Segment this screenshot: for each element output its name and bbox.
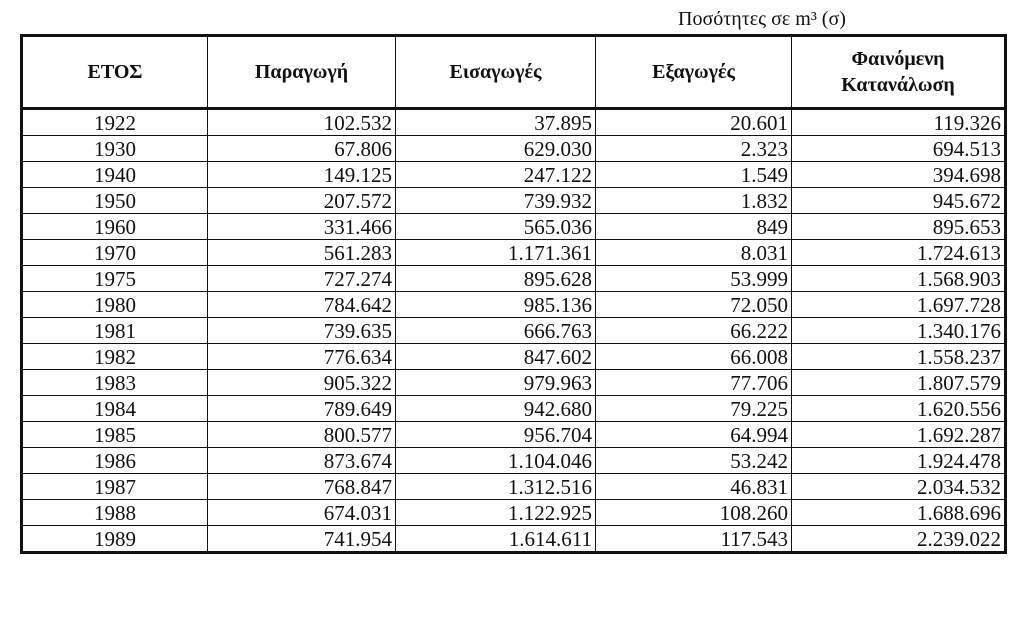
cell-imports: 979.963: [396, 370, 596, 396]
cell-imports: 895.628: [396, 266, 596, 292]
cell-exports: 66.222: [596, 318, 792, 344]
cell-year: 1922: [22, 109, 208, 136]
header-row: [22, 36, 1006, 109]
cell-imports: 847.602: [396, 344, 596, 370]
cell-exports: 79.225: [596, 396, 792, 422]
cell-apparent-consumption: 1.807.579: [792, 370, 1006, 396]
cell-imports: 942.680: [396, 396, 596, 422]
cell-year: 1986: [22, 448, 208, 474]
cell-imports: 985.136: [396, 292, 596, 318]
header-year: ΕΤΟΣ: [22, 36, 208, 109]
cell-year: 1950: [22, 188, 208, 214]
cell-production: 741.954: [208, 526, 396, 553]
table-row: [22, 526, 1006, 553]
table-row: [22, 266, 1006, 292]
cell-year: 1987: [22, 474, 208, 500]
cell-imports: 629.030: [396, 136, 596, 162]
table-row: [22, 344, 1006, 370]
cell-apparent-consumption: 1.568.903: [792, 266, 1006, 292]
cell-apparent-consumption: 945.672: [792, 188, 1006, 214]
cell-apparent-consumption: 895.653: [792, 214, 1006, 240]
cell-production: 207.572: [208, 188, 396, 214]
cell-exports: 2.323: [596, 136, 792, 162]
table-row: [22, 292, 1006, 318]
cell-apparent-consumption: 1.692.287: [792, 422, 1006, 448]
cell-exports: 20.601: [596, 109, 792, 136]
cell-production: 561.283: [208, 240, 396, 266]
cell-year: 1983: [22, 370, 208, 396]
cell-imports: 247.122: [396, 162, 596, 188]
table-row: [22, 422, 1006, 448]
table-row: [22, 500, 1006, 526]
table-row: [22, 109, 1006, 136]
cell-imports: 956.704: [396, 422, 596, 448]
cell-year: 1982: [22, 344, 208, 370]
cell-year: 1984: [22, 396, 208, 422]
cell-imports: 37.895: [396, 109, 596, 136]
cell-apparent-consumption: 2.034.532: [792, 474, 1006, 500]
cell-production: 784.642: [208, 292, 396, 318]
cell-apparent-consumption: 694.513: [792, 136, 1006, 162]
statistics-table: [20, 34, 1007, 554]
table-row: [22, 318, 1006, 344]
cell-production: 674.031: [208, 500, 396, 526]
header-apparent-consumption: Φαινόμενη Κατανάλωση: [792, 36, 1006, 109]
cell-exports: 66.008: [596, 344, 792, 370]
cell-year: 1940: [22, 162, 208, 188]
cell-apparent-consumption: 119.326: [792, 109, 1006, 136]
header-production: Παραγωγή: [208, 36, 396, 109]
cell-apparent-consumption: 1.688.696: [792, 500, 1006, 526]
cell-year: 1975: [22, 266, 208, 292]
cell-apparent-consumption: 2.239.022: [792, 526, 1006, 553]
cell-apparent-consumption: 394.698: [792, 162, 1006, 188]
cell-year: 1981: [22, 318, 208, 344]
cell-exports: 108.260: [596, 500, 792, 526]
cell-year: 1960: [22, 214, 208, 240]
cell-exports: 72.050: [596, 292, 792, 318]
cell-exports: 1.549: [596, 162, 792, 188]
cell-production: 149.125: [208, 162, 396, 188]
cell-imports: 666.763: [396, 318, 596, 344]
cell-production: 789.649: [208, 396, 396, 422]
cell-production: 102.532: [208, 109, 396, 136]
cell-imports: 1.614.611: [396, 526, 596, 553]
cell-apparent-consumption: 1.924.478: [792, 448, 1006, 474]
units-caption: Ποσότητες σε m³ (σ): [678, 8, 846, 30]
cell-production: 768.847: [208, 474, 396, 500]
header-imports: Εισαγωγές: [396, 36, 596, 109]
cell-production: 873.674: [208, 448, 396, 474]
cell-exports: 117.543: [596, 526, 792, 553]
cell-imports: 1.104.046: [396, 448, 596, 474]
cell-exports: 53.242: [596, 448, 792, 474]
cell-exports: 1.832: [596, 188, 792, 214]
table-row: [22, 396, 1006, 422]
cell-imports: 1.171.361: [396, 240, 596, 266]
cell-exports: 53.999: [596, 266, 792, 292]
cell-exports: 46.831: [596, 474, 792, 500]
table-row: [22, 448, 1006, 474]
cell-apparent-consumption: 1.620.556: [792, 396, 1006, 422]
cell-year: 1989: [22, 526, 208, 553]
cell-apparent-consumption: 1.558.237: [792, 344, 1006, 370]
cell-year: 1970: [22, 240, 208, 266]
table-row: [22, 240, 1006, 266]
cell-production: 905.322: [208, 370, 396, 396]
cell-imports: 1.122.925: [396, 500, 596, 526]
table-row: [22, 474, 1006, 500]
cell-exports: 849: [596, 214, 792, 240]
table-row: [22, 136, 1006, 162]
cell-exports: 64.994: [596, 422, 792, 448]
cell-apparent-consumption: 1.724.613: [792, 240, 1006, 266]
cell-exports: 8.031: [596, 240, 792, 266]
table-body: [22, 109, 1006, 553]
cell-year: 1988: [22, 500, 208, 526]
table-row: [22, 162, 1006, 188]
cell-production: 331.466: [208, 214, 396, 240]
table-row: [22, 188, 1006, 214]
cell-apparent-consumption: 1.697.728: [792, 292, 1006, 318]
cell-imports: 739.932: [396, 188, 596, 214]
cell-production: 776.634: [208, 344, 396, 370]
header-exports: Εξαγωγές: [596, 36, 792, 109]
cell-year: 1930: [22, 136, 208, 162]
cell-production: 800.577: [208, 422, 396, 448]
cell-production: 67.806: [208, 136, 396, 162]
cell-apparent-consumption: 1.340.176: [792, 318, 1006, 344]
cell-year: 1985: [22, 422, 208, 448]
table-row: [22, 214, 1006, 240]
table-row: [22, 370, 1006, 396]
cell-production: 739.635: [208, 318, 396, 344]
cell-imports: 565.036: [396, 214, 596, 240]
cell-imports: 1.312.516: [396, 474, 596, 500]
cell-production: 727.274: [208, 266, 396, 292]
cell-exports: 77.706: [596, 370, 792, 396]
cell-year: 1980: [22, 292, 208, 318]
